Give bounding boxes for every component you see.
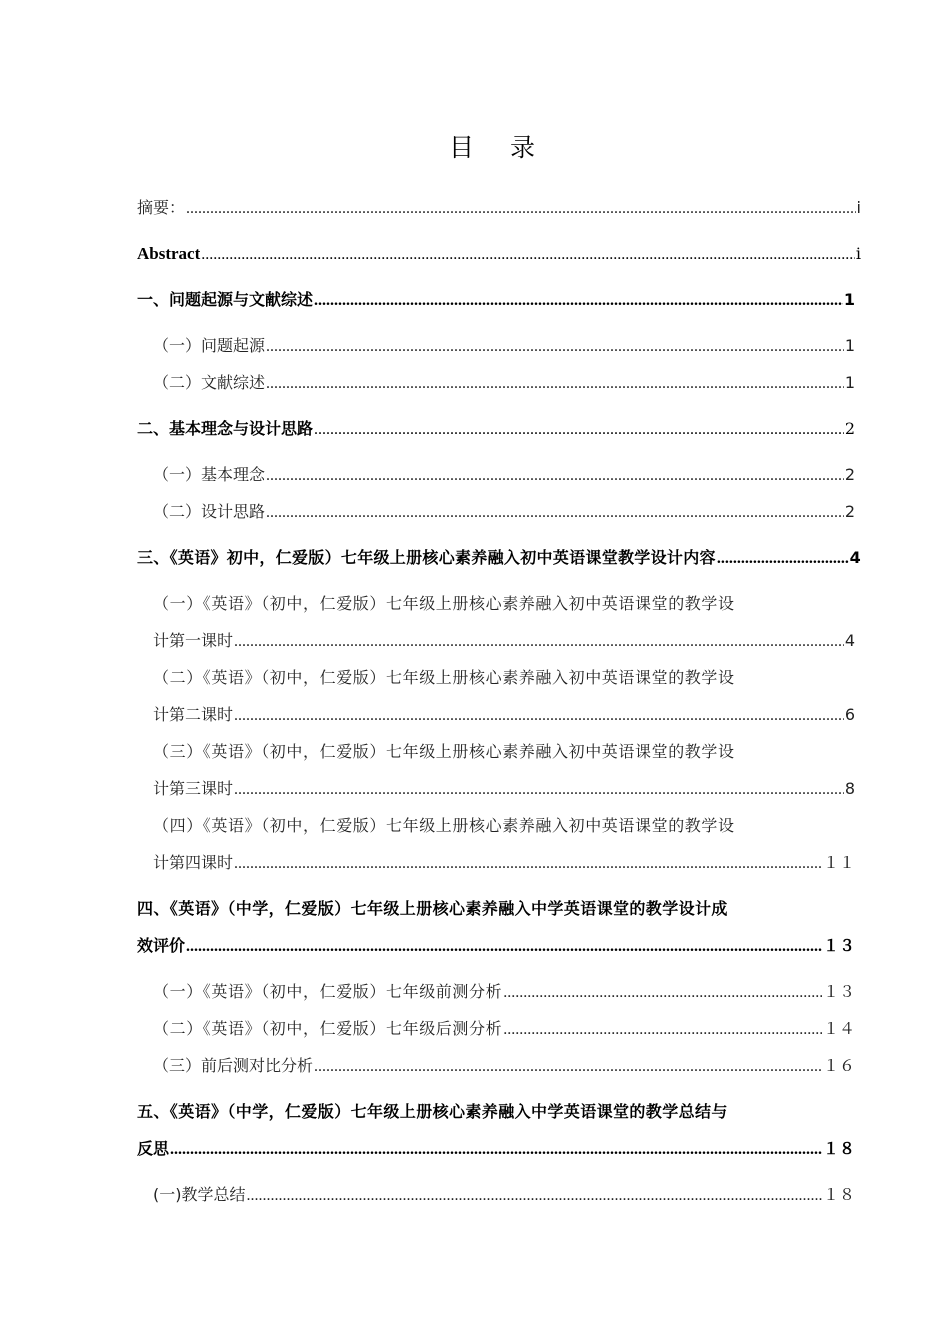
toc-entry-label: 三、《英语》初中，仁爱版）七年级上册核心素养融入初中英语课堂教学设计内容: [137, 548, 716, 567]
toc-entry-label: (一)教学总结: [153, 1185, 246, 1204]
toc-entry-page: 8: [844, 779, 855, 798]
toc-entry-label: （二）设计思路: [153, 502, 266, 521]
toc-entry-label: 二、基本理念与设计思路: [137, 419, 314, 438]
toc-entry-chapter-1[interactable]: [137, 288, 855, 312]
toc-entry-chapter-5[interactable]: [137, 1137, 855, 1161]
toc-entry-4-3[interactable]: [153, 1054, 855, 1078]
toc-entry-page: 2: [844, 502, 855, 521]
toc-entry-3-3[interactable]: [153, 777, 855, 801]
toc-entry-4-1[interactable]: [153, 980, 855, 1004]
toc-leader-dots: [314, 289, 843, 313]
toc-entry-label: 一、问题起源与文献综述: [137, 290, 314, 309]
toc-leader-dots: [503, 1018, 822, 1042]
toc-leader-dots: [717, 547, 849, 571]
toc-entry-2-1[interactable]: [153, 463, 855, 487]
toc-entry-label: 计第二课时: [153, 705, 234, 724]
toc-entry-label: （一）《英语》（初中，仁爱版）七年级前测分析: [153, 982, 503, 1001]
toc-entry-abstract-en[interactable]: [137, 242, 861, 266]
toc-entry-page: １３: [822, 982, 855, 1001]
toc-entry-3-2-line1: （二）《英语》（初中，仁爱版）七年级上册核心素养融入初中英语课堂的教学设: [153, 668, 735, 687]
toc-entry-3-2[interactable]: [153, 703, 855, 727]
toc-entry-page: １６: [822, 1056, 855, 1075]
toc-entry-label: 计第三课时: [153, 779, 234, 798]
toc-entry-label: （一）问题起源: [153, 336, 266, 355]
toc-entry-page: 1: [844, 336, 855, 355]
toc-leader-dots: [266, 464, 844, 488]
toc-entry-chapter-3[interactable]: [137, 546, 861, 570]
toc-entry-page: １３: [822, 936, 855, 955]
toc-entry-page: i: [856, 198, 861, 217]
toc-leader-dots: [234, 852, 822, 876]
toc-entry-page: １８: [822, 1185, 855, 1204]
toc-leader-dots: [201, 243, 855, 267]
toc-entry-1-2[interactable]: [153, 371, 855, 395]
toc-leader-dots: [266, 501, 844, 525]
page-title: 目 录: [449, 133, 549, 162]
toc-leader-dots: [234, 778, 844, 802]
toc-entry-page: 1: [844, 373, 855, 392]
toc-entry-label: Abstract: [137, 244, 201, 263]
toc-leader-dots: [266, 372, 844, 396]
toc-entry-page: 2: [844, 419, 855, 438]
toc-entry-label: （三）前后测对比分析: [153, 1056, 314, 1075]
toc-entry-page: １４: [822, 1019, 855, 1038]
toc-entry-2-2[interactable]: [153, 500, 855, 524]
toc-leader-dots: [247, 1184, 822, 1208]
toc-entry-page: i: [855, 244, 861, 263]
toc-entry-label: 摘要：: [137, 198, 186, 217]
toc-leader-dots: [266, 335, 844, 359]
toc-entry-3-4[interactable]: [153, 851, 855, 875]
toc-leader-dots: [234, 630, 844, 654]
toc-entry-page: 2: [844, 465, 855, 484]
toc-entry-abstract-cn[interactable]: [137, 196, 861, 220]
toc-entry-page: 6: [844, 705, 855, 724]
toc-entry-1-1[interactable]: [153, 334, 855, 358]
toc-leader-dots: [186, 935, 822, 959]
toc-entry-4-2[interactable]: [153, 1017, 855, 1041]
toc-entry-page: 4: [849, 548, 861, 567]
toc-entry-chapter-5-line1: 五、《英语》（中学，仁爱版）七年级上册核心素养融入中学英语课堂的教学总结与: [137, 1102, 728, 1121]
toc-entry-label: 计第四课时: [153, 853, 234, 872]
toc-leader-dots: [234, 704, 844, 728]
toc-entry-label: 计第一课时: [153, 631, 234, 650]
toc-entry-chapter-4[interactable]: [137, 934, 855, 958]
toc-entry-3-1[interactable]: [153, 629, 855, 653]
toc-entry-label: （二）文献综述: [153, 373, 266, 392]
toc-entry-page: 4: [844, 631, 855, 650]
toc-leader-dots: [186, 197, 856, 221]
toc-entry-5-1[interactable]: [153, 1183, 855, 1207]
toc-entry-chapter-4-line1: 四、《英语》（中学，仁爱版）七年级上册核心素养融入中学英语课堂的教学设计成: [137, 899, 728, 918]
toc-entry-3-4-line1: （四）《英语》（初中，仁爱版）七年级上册核心素养融入初中英语课堂的教学设: [153, 816, 735, 835]
toc-entry-label: （二）《英语》（初中，仁爱版）七年级后测分析: [153, 1019, 503, 1038]
toc-leader-dots: [314, 1055, 822, 1079]
toc-entry-label: （一）基本理念: [153, 465, 266, 484]
toc-entry-chapter-2[interactable]: [137, 417, 855, 441]
toc-leader-dots: [314, 418, 844, 442]
toc-leader-dots: [503, 981, 822, 1005]
toc-entry-3-3-line1: （三）《英语》（初中，仁爱版）七年级上册核心素养融入初中英语课堂的教学设: [153, 742, 735, 761]
toc-entry-page: 1: [843, 290, 855, 309]
toc-entry-3-1-line1: （一）《英语》（初中，仁爱版）七年级上册核心素养融入初中英语课堂的教学设: [153, 594, 735, 613]
toc-entry-label: 反思: [137, 1139, 170, 1158]
toc-entry-label: 效评价: [137, 936, 186, 955]
toc-entry-page: １８: [822, 1139, 855, 1158]
toc-entry-page: １１: [822, 853, 855, 872]
toc-leader-dots: [170, 1138, 822, 1162]
